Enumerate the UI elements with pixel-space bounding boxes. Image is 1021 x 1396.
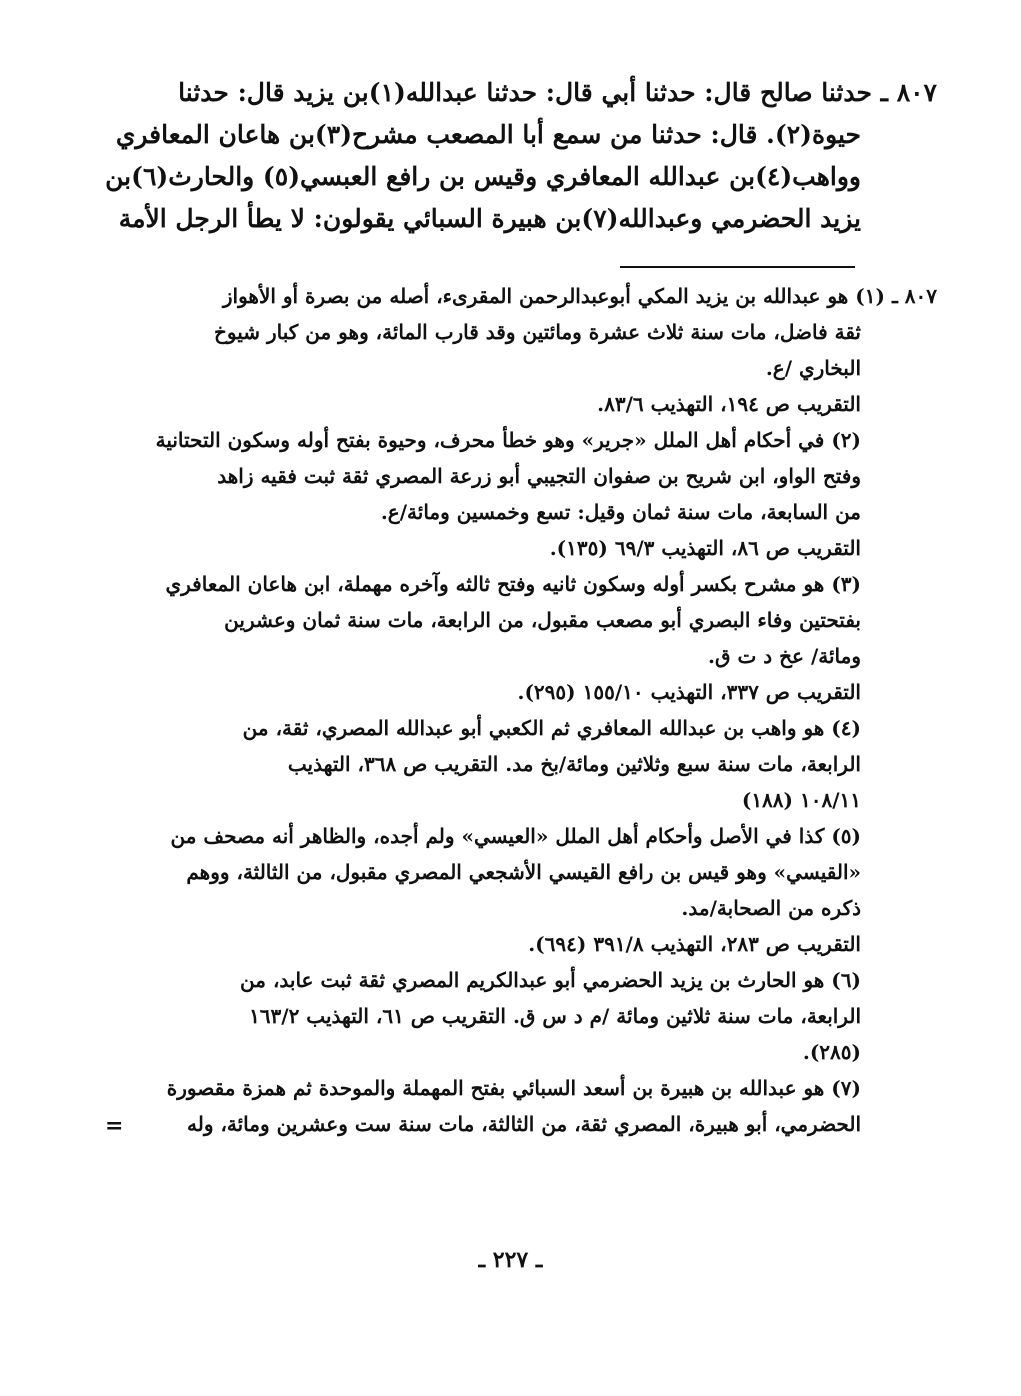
footnote-line: (٣) هو مشرح بكسر أوله وسكون ثانيه وفتح ثالثه وآخره مهملة، ابن هاعان المعافري	[165, 572, 861, 596]
footnote-line: ومائة/ عخ د ت ق.	[708, 644, 861, 668]
footnote-line: التقريب ص ١٩٤، التهذيب ٨٣/٦.	[597, 392, 861, 416]
footnote-line: ١٠٨/١١ (١٨٨)	[741, 788, 861, 812]
footnote-line: (٤) هو واهب بن عبدالله المعافري ثم الكعبي أبو عبدالله المصري، ثقة، من	[242, 716, 861, 740]
footnote-line: التقريب ص ٢٨٣، التهذيب ٣٩١/٨ (٦٩٤).	[528, 932, 861, 956]
footnote-line: (٧) هو عبدالله بن هبيرة بن أسعد السبائي بفتح المهملة والموحدة ثم همزة مقصورة	[166, 1076, 861, 1100]
footnote-line: (٥) كذا في الأصل وأحكام أهل الملل «العيسي» ولم أجده، والظاهر أنه مصحف من	[170, 824, 861, 848]
footnote-line: «القيسي» وهو قيس بن رافع القيسي الأشجعي المصري مقبول، من الثالثة، ووهم	[186, 860, 861, 884]
footnote-line: الرابعة، مات سنة سبع وثلاثين ومائة/بخ مد. التقريب ص ٣٦٨، التهذيب	[287, 752, 861, 776]
main-text-line: ٨٠٧ ـ حدثنا صالح قال: حدثنا أبي قال: حدثنا عبدالله(١)بن يزيد قال: حدثنا	[178, 78, 937, 107]
footnote-line: الرابعة، مات سنة ثلاثين ومائة /م د س ق. التقريب ص ٦١، التهذيب ١٦٣/٢	[249, 1004, 861, 1028]
main-text-line: وواهب(٤)بن عبدالله المعافري وقيس بن رافع العبسي(٥) والحارث(٦)بن	[105, 162, 861, 191]
footnote-line: وفتح الواو، ابن شريح بن صفوان التجيبي أبو زرعة المصري ثقة ثبت فقيه زاهد	[217, 464, 861, 488]
page-number: ـ ٢٢٧ ـ	[478, 1247, 543, 1273]
main-text	[105, 72, 937, 240]
footnote-line: التقريب ص ٨٦، التهذيب ٦٩/٣ (١٣٥).	[549, 536, 861, 560]
footnote-last-line-wrapper	[105, 1106, 861, 1142]
footnote-line: (٢٨٥).	[802, 1040, 861, 1064]
footnotes	[105, 278, 937, 1142]
footnote-line: من السابعة، مات سنة ثمان وقيل: تسع وخمسين ومائة/ع.	[380, 500, 861, 524]
footnote-line: ثقة فاضل، مات سنة ثلاث عشرة ومائتين وقد قارب المائة، وهو من كبار شيوخ	[214, 320, 861, 344]
footnote-line: الحضرمي، أبو هبيرة، المصري ثقة، من الثالثة، مات سنة ست وعشرين ومائة، وله	[187, 1112, 861, 1136]
main-text-line: يزيد الحضرمي وعبدالله(٧)بن هبيرة السبائي يقولون: لا يطأ الرجل الأمة	[118, 204, 861, 233]
footnote-line: (٢) في أحكام أهل الملل «جرير» وهو خطأ محرف، وحيوة بفتح أوله وسكون التحتانية	[155, 428, 861, 452]
continuation-mark: =	[105, 1113, 124, 1139]
footnote-line: (٦) هو الحارث بن يزيد الحضرمي أبو عبدالكريم المصري ثقة ثبت عابد، من	[240, 968, 861, 992]
footnote-line: ٨٠٧ ـ (١) هو عبدالله بن يزيد المكي أبوعبدالرحمن المقرىء، أصله من بصرة أو الأهواز	[222, 284, 937, 308]
footnote-separator	[620, 266, 855, 268]
footnote-line: ذكره من الصحابة/مد.	[681, 896, 861, 920]
footnote-line: بفتحتين وفاء البصري أبو مصعب مقبول، من الرابعة، مات سنة ثمان وعشرين	[224, 608, 861, 632]
footnote-line: البخاري /ع.	[765, 356, 861, 380]
main-text-line: حيوة(٢). قال: حدثنا من سمع أبا المصعب مشرح(٣)بن هاعان المعافري	[115, 120, 861, 149]
footnote-line: التقريب ص ٣٣٧، التهذيب ١٥٥/١٠ (٢٩٥).	[517, 680, 861, 704]
